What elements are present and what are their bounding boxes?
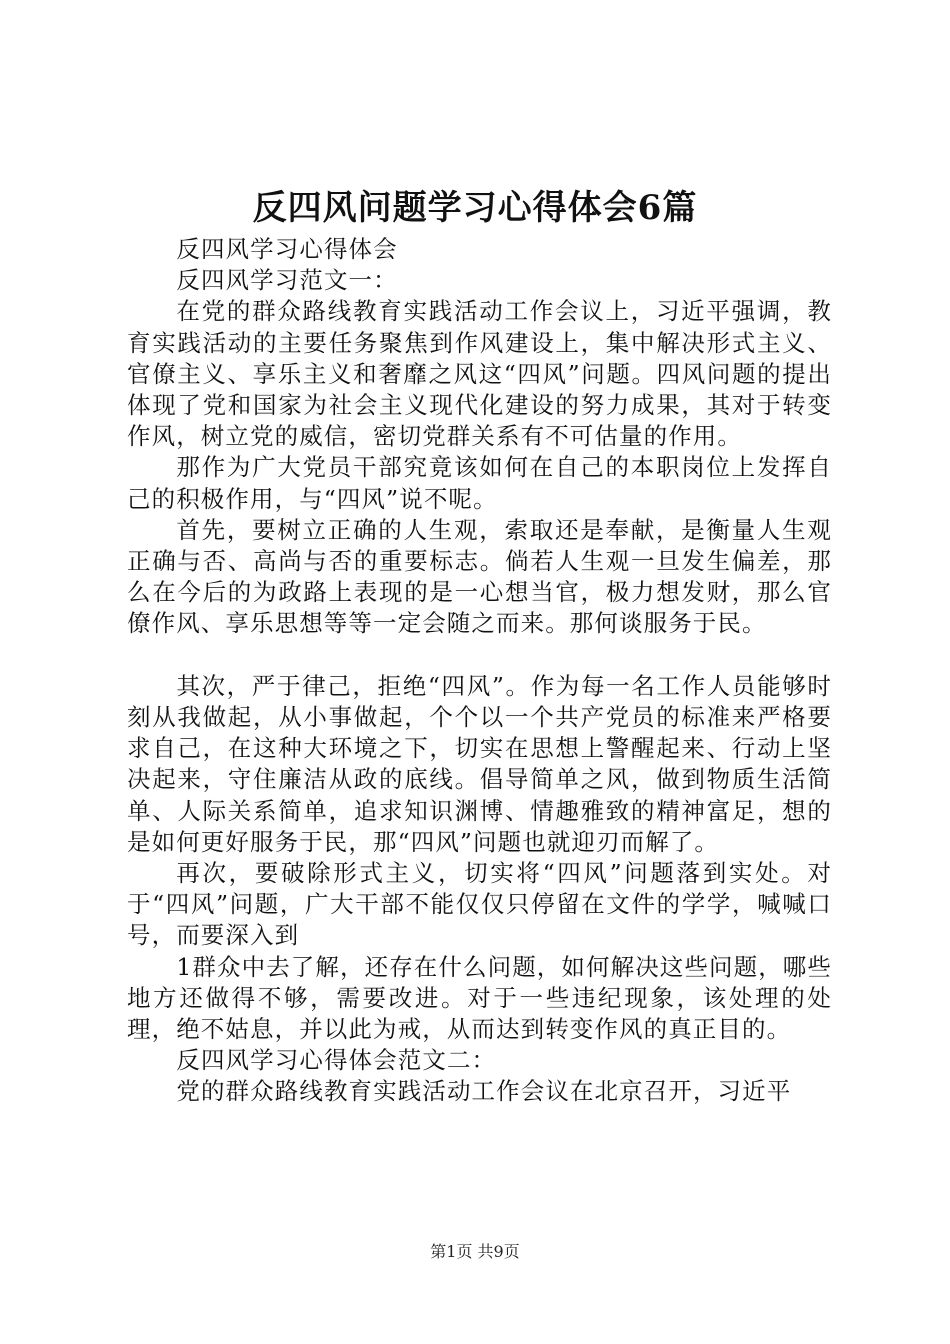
paragraph: 再次，要破除形式主义，切实将“四风”问题落到实处。对于“四风”问题，广大干部不能仅仅只停留在文件的学学，喊喊口号，而要深入到 bbox=[127, 859, 832, 950]
paragraph: 首先，要树立正确的人生观，索取还是奉献，是衡量人生观正确与否、高尚与否的重要标志。倘若人生观一旦发生偏差，那么在今后的为政路上表现的是一心想当官，极力想发财，那么官僚作风、享乐思想等等一定会随之而来。那何谈服务于民。 bbox=[127, 515, 832, 638]
paragraph-subtitle: 反四风学习心得体会 bbox=[176, 235, 398, 263]
paragraph-sample-two-heading: 反四风学习心得体会范文二： bbox=[176, 1046, 497, 1075]
page-footer: 第1页 共9页 bbox=[430, 1242, 520, 1261]
document-title: 反四风问题学习心得体会6篇 bbox=[252, 188, 698, 228]
paragraph-sample-one-heading: 反四风学习范文一： bbox=[176, 266, 398, 295]
paragraph: 那作为广大党员干部究竟该如何在自己的本职岗位上发挥自己的积极作用，与“四风”说不呢。 bbox=[127, 453, 832, 513]
paragraph: 其次，严于律己，拒绝“四风”。作为每一名工作人员能够时刻从我做起，从小事做起，个个以一个共产党员的标准来严格要求自己，在这种大环境之下，切实在思想上警醒起来、行动上坚决起来，守住廉洁从政的底线。倡导简单之风，做到物质生活简单、人际关系简单，追求知识渊博、情趣雅致的精神富足，想的是如何更好服务于民，那“四风”问题也就迎刃而解了。 bbox=[127, 671, 832, 856]
paragraph: 1群众中去了解，还存在什么问题，如何解决这些问题，哪些地方还做得不够，需要改进。对于一些违纪现象，该处理的处理，绝不姑息，并以此为戒，从而达到转变作风的真正目的。 bbox=[127, 952, 832, 1044]
document-body bbox=[127, 234, 832, 1108]
paragraph: 党的群众路线教育实践活动工作会议在北京召开，习近平 bbox=[176, 1077, 792, 1106]
paragraph: 在党的群众路线教育实践活动工作会议上，习近平强调，教育实践活动的主要任务聚焦到作风建设上，集中解决形式主义、官僚主义、享乐主义和奢靡之风这“四风”问题。四风问题的提出体现了党和国家为社会主义现代化建设的努力成果，其对于转变作风，树立党的威信，密切党群关系有不可估量的作用。 bbox=[127, 297, 832, 451]
